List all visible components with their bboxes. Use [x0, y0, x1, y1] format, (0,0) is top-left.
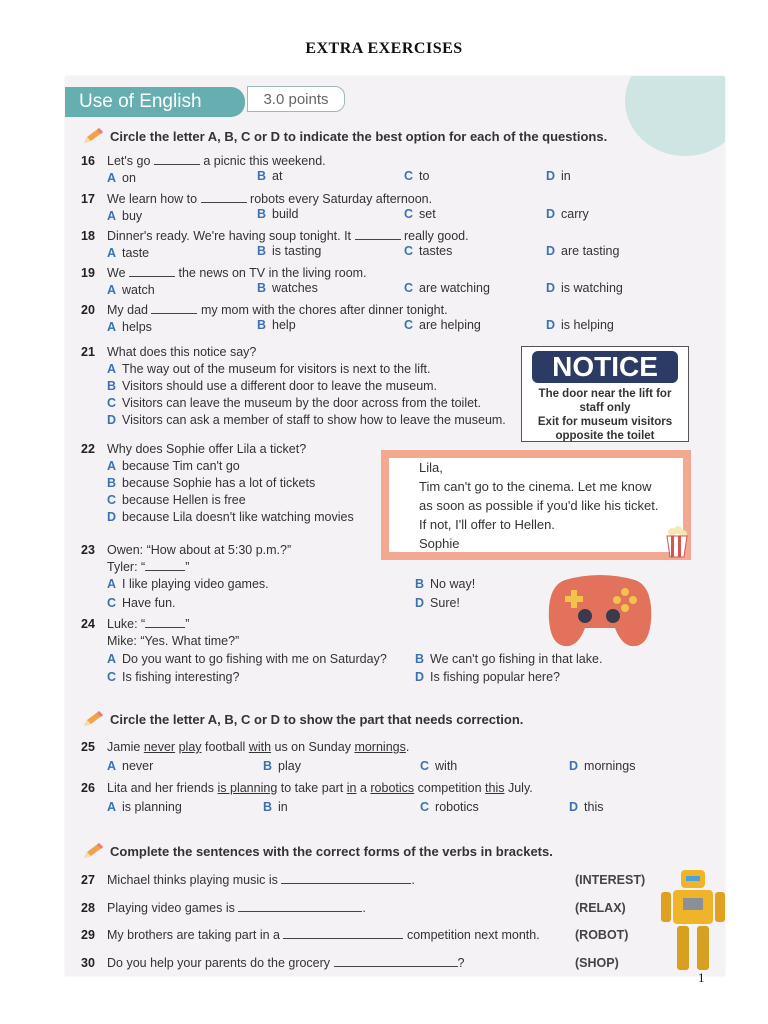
question-16: [65, 154, 705, 186]
option-a[interactable]: A The way out of the museum for visitors is next to the lift.: [107, 362, 431, 376]
option-b[interactable]: B is tasting: [257, 244, 322, 258]
stem-text: Let's go: [107, 154, 154, 168]
stem-text: robots every Saturday afternoon.: [246, 192, 433, 206]
question-number: 19: [81, 266, 95, 280]
option-d[interactable]: D mornings: [569, 759, 636, 773]
question-number: 24: [81, 617, 95, 631]
notice-heading: NOTICE: [532, 351, 678, 383]
option-b[interactable]: B because Sophie has a lot of tickets: [107, 476, 316, 490]
option-d[interactable]: D Is fishing popular here?: [415, 670, 560, 684]
question-number: 23: [81, 543, 95, 557]
option-c[interactable]: C are watching: [404, 281, 490, 295]
stem-text: Owen: “How about at 5:30 p.m.?”: [107, 543, 292, 557]
question-17: [65, 192, 705, 224]
option-d[interactable]: D in: [546, 169, 571, 183]
instruction-part2: [82, 710, 523, 728]
page-number: 1: [698, 970, 705, 985]
question-number: 16: [81, 154, 95, 168]
stem-text: a picnic this weekend.: [199, 154, 326, 168]
answer-blank[interactable]: [129, 276, 175, 277]
option-d[interactable]: D because Lila doesn't like watching movies: [107, 510, 354, 524]
option-a[interactable]: A on: [107, 171, 136, 185]
question-27: 27 Michael thinks playing music is . (INTEREST): [81, 873, 646, 887]
option-b[interactable]: B play: [263, 759, 301, 773]
question-18: [65, 229, 705, 261]
answer-blank[interactable]: [201, 202, 247, 203]
option-a[interactable]: A watch: [107, 283, 155, 297]
option-a[interactable]: A is planning: [107, 800, 182, 814]
question-22: [65, 442, 375, 532]
pencil-icon: [82, 127, 104, 145]
stem-text: Tyler: “: [107, 560, 146, 574]
stem-text: My dad: [107, 303, 152, 317]
underlined-part: robotics: [370, 781, 415, 795]
instruction-part1: [82, 127, 607, 145]
stem-text: the news on TV in the living room.: [175, 266, 367, 280]
verb-hint: (SHOP): [575, 956, 619, 970]
option-b[interactable]: B in: [263, 800, 288, 814]
question-29: 29 My brothers are taking part in a competition next month. (ROBOT): [81, 928, 629, 942]
question-number: 22: [81, 442, 95, 456]
verb-hint: (RELAX): [575, 901, 626, 915]
robot-icon: [661, 866, 725, 974]
notice-sign: [521, 346, 689, 442]
option-d[interactable]: D is watching: [546, 281, 623, 295]
verb-hint: (ROBOT): [575, 928, 629, 942]
option-a[interactable]: A taste: [107, 246, 150, 260]
stem-text: Why does Sophie offer Lila a ticket?: [107, 442, 307, 456]
option-c[interactable]: C Is fishing interesting?: [107, 670, 240, 684]
question-number: 17: [81, 192, 95, 206]
underlined-part: this: [485, 781, 505, 795]
underlined-part: play: [178, 740, 202, 754]
pencil-icon: [82, 842, 104, 860]
question-number: 27: [81, 873, 95, 887]
option-b[interactable]: B No way!: [415, 577, 476, 591]
ticket-line: Sophie: [419, 536, 460, 551]
answer-blank[interactable]: [154, 164, 200, 165]
option-a[interactable]: A because Tim can't go: [107, 459, 240, 473]
option-d[interactable]: D this: [569, 800, 604, 814]
answer-blank[interactable]: [151, 313, 197, 314]
instruction-text: Complete the sentences with the correct forms of the verbs in brackets.: [110, 843, 553, 859]
question-21: [65, 345, 515, 435]
answer-blank[interactable]: [355, 239, 401, 240]
worksheet: [65, 76, 725, 976]
verb-hint: (INTEREST): [575, 873, 646, 887]
ticket-line: Lila,: [419, 460, 443, 475]
option-a[interactable]: A never: [107, 759, 154, 773]
answer-blank[interactable]: [283, 938, 403, 939]
section-title: Use of English: [65, 87, 245, 117]
option-c[interactable]: C to: [404, 169, 430, 183]
underlined-part: with: [248, 740, 272, 754]
stem-text: Mike: “Yes. What time?”: [107, 634, 240, 648]
stem-text: What does this notice say?: [107, 345, 257, 359]
question-number: 29: [81, 928, 95, 942]
underlined-part: is planning: [217, 781, 278, 795]
option-b[interactable]: B at: [257, 169, 283, 183]
question-19: [65, 266, 705, 298]
option-c[interactable]: C Visitors can leave the museum by the door across from the toilet.: [107, 396, 481, 410]
option-d[interactable]: D Visitors can ask a member of staff to show how to leave the museum.: [107, 413, 506, 427]
question-number: 20: [81, 303, 95, 317]
stem-text: We: [107, 266, 129, 280]
option-d[interactable]: D carry: [546, 207, 589, 221]
question-number: 18: [81, 229, 95, 243]
option-c[interactable]: C robotics: [420, 800, 479, 814]
pencil-icon: [82, 710, 104, 728]
underlined-part: in: [346, 781, 357, 795]
question-number: 25: [81, 740, 95, 754]
instruction-text: Circle the letter A, B, C or D to indicate the best option for each of the questions.: [110, 128, 608, 144]
answer-blank[interactable]: [145, 570, 185, 571]
stem-text: Luke: “: [107, 617, 146, 631]
question-24: [65, 617, 705, 689]
answer-blank[interactable]: [145, 627, 185, 628]
question-25: 25 Jamie never play football with us on Sunday mornings. A never B play C with D mornings: [81, 740, 636, 773]
underlined-part: mornings: [354, 740, 406, 754]
popcorn-icon: [665, 526, 689, 558]
instruction-part3: [82, 842, 553, 860]
stem-text: really good.: [400, 229, 469, 243]
question-20: [65, 303, 705, 335]
decorative-circle: [625, 76, 725, 156]
option-a[interactable]: A buy: [107, 209, 143, 223]
stem-text: my mom with the chores after dinner tonight.: [197, 303, 448, 317]
option-c[interactable]: C set: [404, 207, 436, 221]
ticket-line: Tim can't go to the cinema. Let me know: [419, 479, 652, 494]
option-c[interactable]: C tastes: [404, 244, 453, 258]
option-b[interactable]: B We can't go fishing in that lake.: [415, 652, 603, 666]
option-b[interactable]: B watches: [257, 281, 318, 295]
option-c[interactable]: C are helping: [404, 318, 481, 332]
notice-line: staff only: [579, 402, 631, 414]
notice-line: opposite the toilet: [555, 430, 655, 442]
question-number: 30: [81, 956, 95, 970]
ticket-line: If not, I'll offer to Hellen.: [419, 517, 555, 532]
option-d[interactable]: D is helping: [546, 318, 614, 332]
option-c[interactable]: C because Hellen is free: [107, 493, 246, 507]
ticket-line: as soon as possible if you'd like his ticket.: [419, 498, 659, 513]
question-number: 26: [81, 781, 95, 795]
answer-blank[interactable]: [281, 883, 411, 884]
option-d[interactable]: D are tasting: [546, 244, 620, 258]
option-a[interactable]: A Do you want to go fishing with me on Saturday?: [107, 652, 387, 666]
question-26: 26 Lita and her friends is planning to take part in a robotics competition this July. A is planning B in C robotics D this: [81, 781, 604, 814]
stem-text: Dinner's ready. We're having soup tonight. It: [107, 229, 355, 243]
stem-text: We learn how to: [107, 192, 201, 206]
option-c[interactable]: C Have fun.: [107, 596, 176, 610]
option-a[interactable]: A helps: [107, 320, 152, 334]
answer-blank[interactable]: [334, 966, 458, 967]
underlined-part: never: [143, 740, 176, 754]
document-title: EXTRA EXERCISES: [305, 40, 463, 57]
option-d[interactable]: D Sure!: [415, 596, 460, 610]
option-a[interactable]: A I like playing video games.: [107, 577, 269, 591]
stem-text: ”: [185, 617, 190, 631]
option-b[interactable]: B help: [257, 318, 296, 332]
notice-line: The door near the lift for: [538, 388, 672, 400]
option-c[interactable]: C with: [420, 759, 458, 773]
option-b[interactable]: B Visitors should use a different door to leave the museum.: [107, 379, 438, 393]
question-30: 30 Do you help your parents do the grocery ? (SHOP): [81, 956, 619, 970]
notice-line: Exit for museum visitors: [537, 416, 673, 428]
instruction-text: Circle the letter A, B, C or D to show the part that needs correction.: [110, 711, 524, 727]
points-badge: 3.0 points: [247, 86, 345, 112]
answer-blank[interactable]: [238, 911, 362, 912]
question-number: 28: [81, 901, 95, 915]
question-28: 28 Playing video games is . (RELAX): [81, 901, 626, 915]
question-number: 21: [81, 345, 95, 359]
stem-text: ”: [185, 560, 190, 574]
option-b[interactable]: B build: [257, 207, 299, 221]
question-23: [65, 543, 525, 613]
